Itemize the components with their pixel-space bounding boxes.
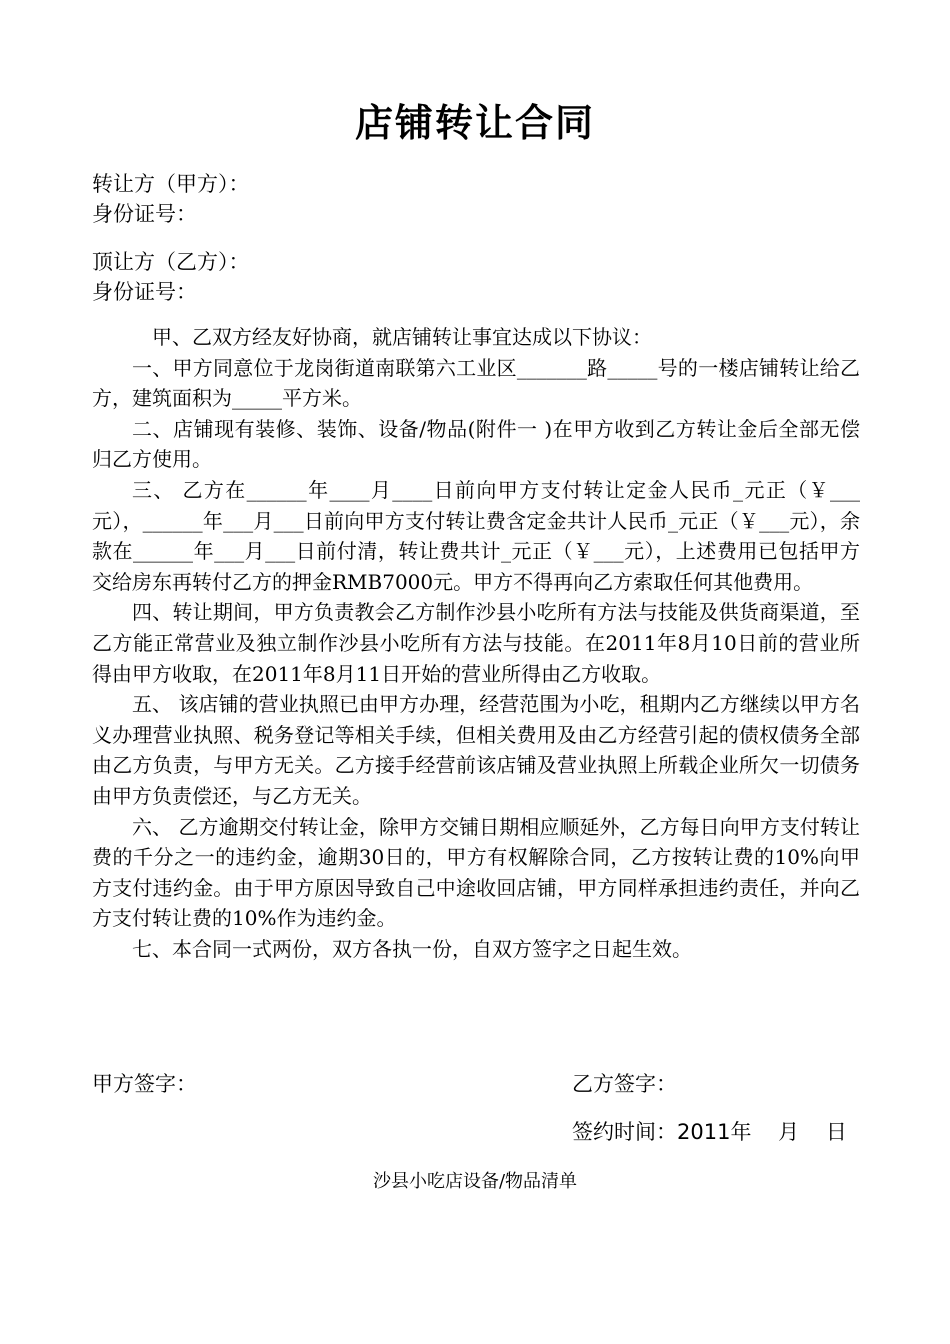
clause-1: 一、甲方同意位于龙岗街道南联第六工业区_______路_____号的一楼店铺转让给乙方，建筑面积为_____平方米。 xyxy=(92,355,860,411)
signing-date: 签约时间：2011年 月 日 xyxy=(572,1120,847,1144)
transferee-label: 顶让方（乙方）： xyxy=(92,250,250,274)
equipment-list-title: 沙县小吃店设备/物品清单 xyxy=(372,1171,578,1192)
clause-2: 二、店铺现有装修、装饰、设备/物品(附件一 )在甲方收到乙方转让金后全部无偿归乙方使用。 xyxy=(92,416,860,472)
transferor-id-label: 身份证号： xyxy=(92,202,197,226)
clause-6: 六、 乙方逾期交付转让金，除甲方交铺日期相应顺延外，乙方每日向甲方支付转让费的千分之一的违约金，逾期30日的，甲方有权解除合同，乙方按转让费的10%向甲方支付违约金。由于甲方原因导致自己中途收回店铺，甲方同样承担违约责任，并向乙方支付转让费的10%作为违约金。 xyxy=(92,814,860,931)
transferor-label: 转让方（甲方）： xyxy=(92,172,250,196)
clause-4: 四、转让期间，甲方负责教会乙方制作沙县小吃所有方法与技能及供货商渠道，至乙方能正常营业及独立制作沙县小吃所有方法与技能。在2011年8月10日前的营业所得由甲方收取，在2011年8月11日开始的营业所得由乙方收取。 xyxy=(92,600,860,686)
party-b-signature: 乙方签字： xyxy=(572,1072,677,1096)
transferee-id-label: 身份证号： xyxy=(92,280,197,304)
contract-body xyxy=(92,322,860,964)
clause-5: 五、 该店铺的营业执照已由甲方办理，经营范围为小吃，租期内乙方继续以甲方名义办理营业执照、税务登记等相关手续，但相关费用及由乙方经营引起的债权债务全部由乙方负责，与甲方无关。乙方接手经营前该店铺及营业执照上所载企业所欠一切债务由甲方负责偿还，与乙方无关。 xyxy=(92,692,860,808)
party-a-signature: 甲方签字： xyxy=(92,1072,197,1096)
clause-7: 七、本合同一式两份，双方各执一份，自双方签字之日起生效。 xyxy=(132,936,692,961)
document-title: 店铺转让合同 xyxy=(354,101,595,145)
intro-paragraph: 甲、乙双方经友好协商，就店铺转让事宜达成以下协议： xyxy=(152,325,652,349)
clause-3: 三、 乙方在______年____月____日前向甲方支付转让定金人民币_元正（￥___元），______年___月___日前向甲方支付转让费含定金共计人民币_元正（￥___元），余款在______年___月___日前付清，转让费共计_元正（￥___元），上述费用已包括甲方交给房东再转付乙方的押金RMB7000元。甲方不得再向乙方索取任何其他费用。 xyxy=(92,477,860,594)
